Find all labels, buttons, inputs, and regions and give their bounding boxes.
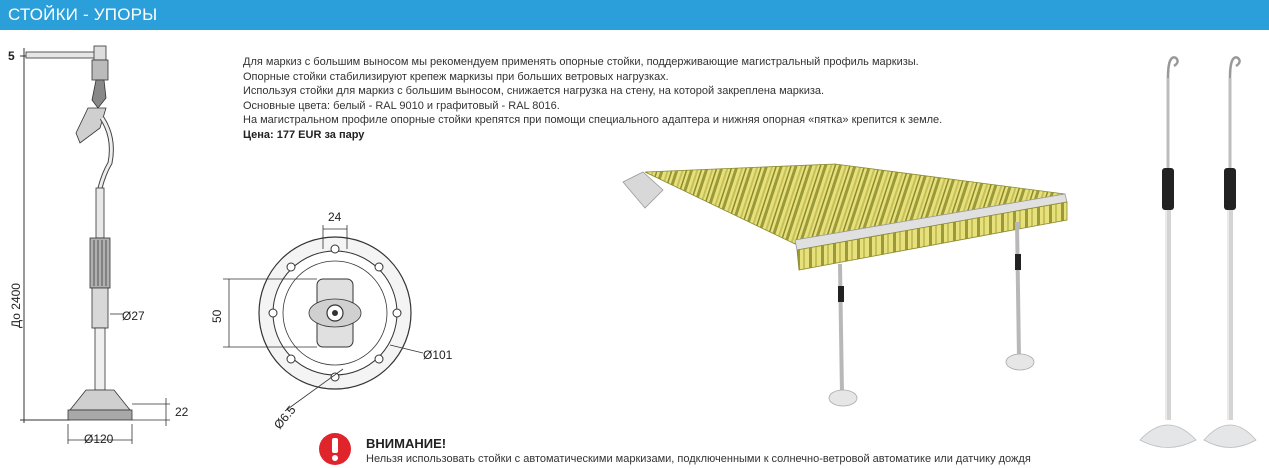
description-line: Используя стойки для маркиз с большим выносом, снижается нагрузка на стену, на которой закреплена маркиза. [243, 85, 825, 98]
base-diameter-dim-label: Ø120 [84, 432, 114, 446]
side-view-drawing [0, 38, 200, 458]
height-dim-label-base: 50 [210, 309, 224, 323]
outer-diameter-dim-label: Ø101 [423, 348, 453, 362]
base-plate-drawing [205, 205, 465, 432]
warning-title: ВНИМАНИЕ! [366, 436, 447, 451]
description-line: На магистральном профиле опорные стойки крепятся при помощи специального адаптера и нижняя опорная «пятка» крепится к земле. [243, 114, 943, 127]
height-dim-label: До 2400 [9, 283, 23, 328]
warning-text: Нельзя использовать стойки с автоматическими маркизами, подключенными к солнечно-ветровой автоматике или датчику дождя [366, 453, 1031, 465]
diameter-dim-label: Ø27 [122, 309, 145, 323]
base-height-dim-label: 22 [175, 405, 189, 419]
description-line: Для маркиз с большим выносом мы рекомендуем применять опорные стойки, поддерживающие магистральный профиль маркизы. [243, 56, 919, 68]
description-block [243, 55, 1043, 143]
top-dim-label: 5 [8, 49, 15, 63]
hole-diameter-dim-label: Ø6.5 [271, 402, 299, 432]
description-line: Основные цвета: белый - RAL 9010 и графитовый - RAL 8016. [243, 99, 560, 112]
description-line: Опорные стойки стабилизируют крепеж маркизы при больших ветровых нагрузках. [243, 70, 669, 83]
width-dim-label: 24 [328, 210, 342, 224]
header-bar [0, 0, 1269, 30]
support-poles-illustration [1130, 50, 1260, 460]
price-label: Цена: 177 EUR за пару [243, 128, 365, 141]
page-title: СТОЙКИ - УПОРЫ [8, 5, 158, 24]
warning-icon [318, 432, 352, 466]
awning-illustration [605, 160, 1075, 415]
